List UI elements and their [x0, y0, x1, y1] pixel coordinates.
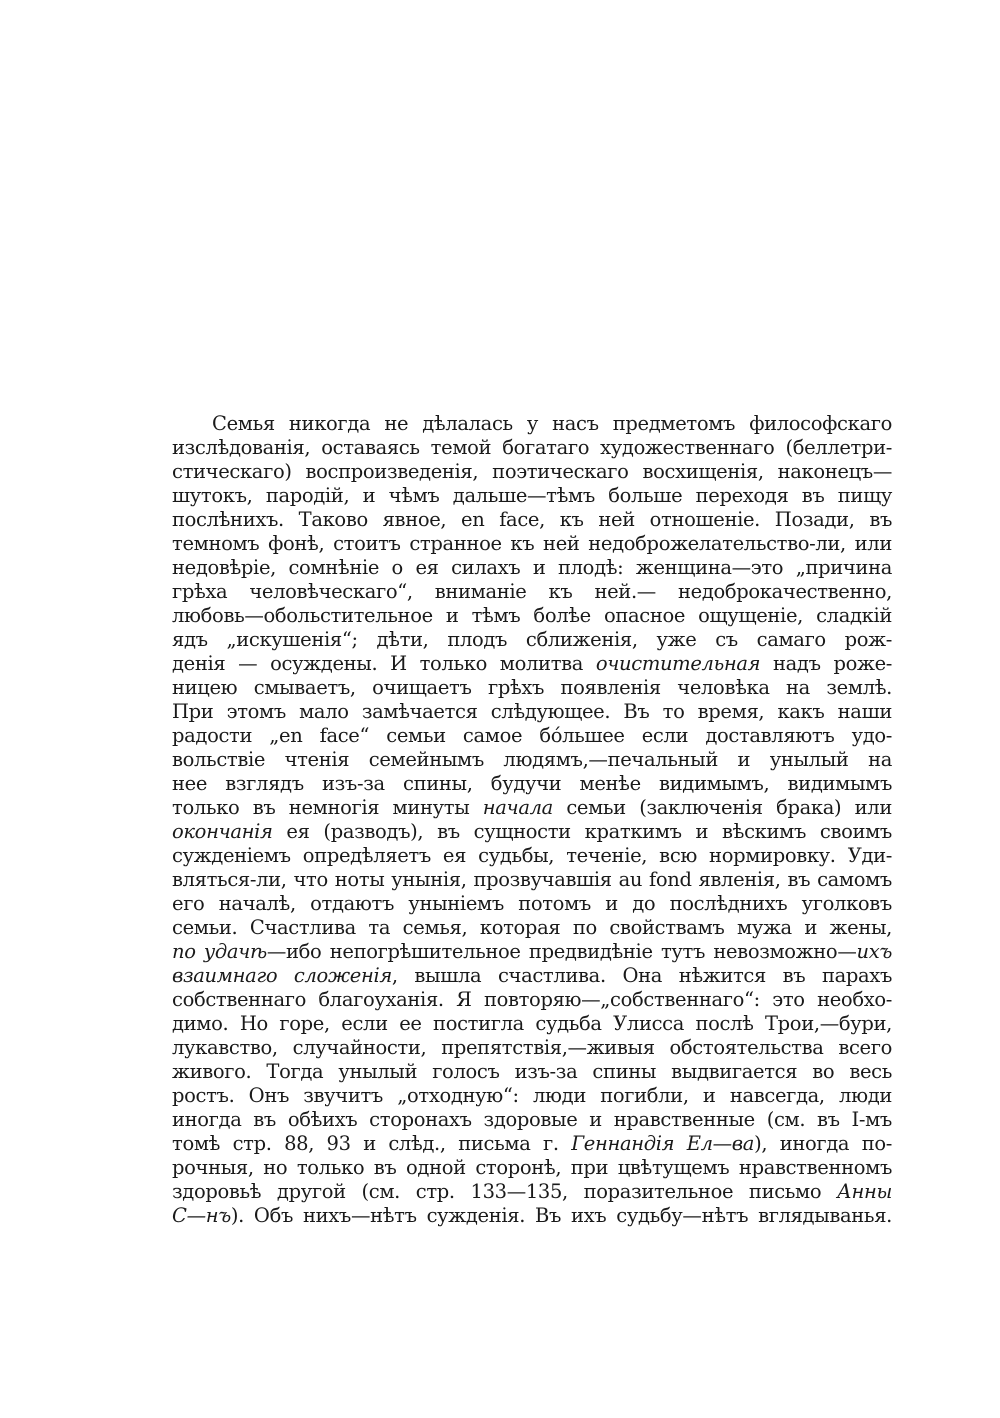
text-segment: ), иногда по- [754, 1132, 892, 1155]
text-line [172, 988, 892, 1012]
text-segment: рочныя, но только въ одной сторонѣ, при цвѣтущемъ нравственномъ [172, 1156, 892, 1179]
text-segment: изслѣдованія, оставаясь темой богатаго художественнаго (беллетри- [172, 436, 892, 459]
text-segment: его началѣ, отдаютъ уныніемъ потомъ и до послѣднихъ уголковъ [172, 892, 892, 915]
text-segment: Семья никогда не дѣлалась у насъ предметомъ философскаго [212, 412, 892, 435]
text-line [172, 724, 892, 748]
text-segment: любовь—обольстительное и тѣмъ болѣе опасное ощущеніе, сладкій [172, 604, 892, 627]
text-line [172, 532, 892, 556]
italic-text: очистительная [595, 652, 761, 675]
text-line [172, 844, 892, 868]
text-segment: темномъ фонѣ, стоитъ странное къ ней недоброжелательство-ли, или [172, 532, 892, 555]
italic-text: начала [482, 796, 553, 819]
text-line [172, 1180, 892, 1204]
text-line [172, 748, 892, 772]
text-line [172, 1012, 892, 1036]
text-segment: здоровьѣ другой (см. стр. 133—135, поразительное письмо [172, 1180, 838, 1203]
text-segment: стическаго) воспроизведенія, поэтическаго восхищенія, наконецъ— [172, 460, 892, 483]
text-segment: ницею смываетъ, очищаетъ грѣхъ появленія человѣка на землѣ. [172, 676, 892, 699]
text-line [172, 604, 892, 628]
text-segment: ростъ. Онъ звучитъ „отходную“: люди погибли, и навсегда, люди [172, 1084, 892, 1107]
text-segment: грѣха человѣческаго“, вниманіе къ ней.— недоброкачественно, [172, 580, 892, 603]
text-line [172, 508, 892, 532]
text-line [172, 916, 892, 940]
text-segment: нее взглядъ изъ-за спины, будучи менѣе видимымъ, видимымъ [172, 772, 892, 795]
text-segment: , вышла счастлива. Она нѣжится въ парахъ [391, 964, 893, 987]
text-line [172, 628, 892, 652]
text-segment: денія — осуждены. И только молитва [172, 652, 596, 675]
text-line [172, 1108, 892, 1132]
text-segment: семьи (заключенія брака) или [552, 796, 892, 819]
italic-text: по удачѣ [172, 940, 267, 963]
text-segment: собственнаго благоуханія. Я повторяю—„собственнаго“: это необхо- [172, 988, 892, 1011]
italic-text: окончанія [172, 820, 273, 843]
text-segment: При этомъ мало замѣчается слѣдующее. Въ то время, какъ наши [172, 700, 892, 723]
text-line [172, 580, 892, 604]
text-line [172, 676, 892, 700]
text-line [172, 868, 892, 892]
text-line [172, 772, 892, 796]
text-line [172, 1156, 892, 1180]
text-line [172, 964, 892, 988]
text-line [172, 796, 892, 820]
text-segment: радости „en face“ семьи самое бо́льшее если доставляютъ удо- [172, 724, 892, 747]
italic-text: Геннандія Ел—ва [571, 1132, 755, 1155]
text-line [172, 484, 892, 508]
text-segment: ядъ „искушенія“; дѣти, плодъ сближенія, уже съ самаго рож- [172, 628, 892, 651]
text-segment: ). Объ нихъ—нѣтъ сужденія. Въ ихъ судьбу—нѣтъ вглядыванья. [230, 1204, 892, 1227]
text-segment: надъ роже- [760, 652, 892, 675]
text-segment: семьи. Счастлива та семья, которая по свойствамъ мужа и жены, [172, 916, 892, 939]
text-segment: сужденіемъ опредѣляетъ ея судьбы, теченіе, всю нормировку. Уди- [172, 844, 892, 867]
text-line [172, 436, 892, 460]
text-segment: лукавство, случайности, препятствія,—живыя обстоятельства всего [172, 1036, 892, 1059]
text-segment: живого. Тогда унылый голосъ изъ-за спины выдвигается во весь [172, 1060, 892, 1083]
italic-text: С—нъ [172, 1204, 231, 1227]
text-segment: шутокъ, пародій, и чѣмъ дальше—тѣмъ больше переходя въ пищу [172, 484, 892, 507]
text-segment: вляться-ли, что ноты унынія, прозвучавшія au fond явленія, въ самомъ [172, 868, 892, 891]
italic-text: ихъ [856, 940, 892, 963]
text-segment: томѣ стр. 88, 93 и слѣд., письма г. [172, 1132, 572, 1155]
text-line [172, 1204, 892, 1228]
text-segment: вольствіе чтенія семейнымъ людямъ,—печальный и унылый на [172, 748, 892, 771]
text-segment: ея (разводъ), въ сущности краткимъ и вѣскимъ своимъ [272, 820, 892, 843]
text-line [172, 1084, 892, 1108]
text-line [172, 892, 892, 916]
text-segment: иногда въ обѣихъ сторонахъ здоровые и нравственные (см. въ I-мъ [172, 1108, 892, 1131]
text-line [172, 652, 892, 676]
text-segment: —ибо непогрѣшительное предвидѣніе тутъ невозможно— [266, 940, 857, 963]
italic-text: Анны [837, 1180, 892, 1203]
text-segment: послѣнихъ. Таково явное, en face, къ ней отношеніе. Позади, въ [172, 508, 892, 531]
text-segment: димо. Но горе, если ее постигла судьба Улисса послѣ Трои,—бури, [172, 1012, 892, 1035]
text-line [172, 820, 892, 844]
text-line [172, 700, 892, 724]
text-line [172, 1036, 892, 1060]
text-line [172, 556, 892, 580]
text-segment: только въ немногія минуты [172, 796, 483, 819]
italic-text: взаимнаго сложенія [172, 964, 392, 987]
text-line [172, 460, 892, 484]
text-line [172, 940, 892, 964]
text-line [172, 1132, 892, 1156]
text-line [172, 1060, 892, 1084]
text-line [172, 412, 892, 436]
text-segment: недовѣріе, сомнѣніе о ея силахъ и плодѣ: женщина—это „причина [172, 556, 892, 579]
main-paragraph [172, 412, 892, 1228]
